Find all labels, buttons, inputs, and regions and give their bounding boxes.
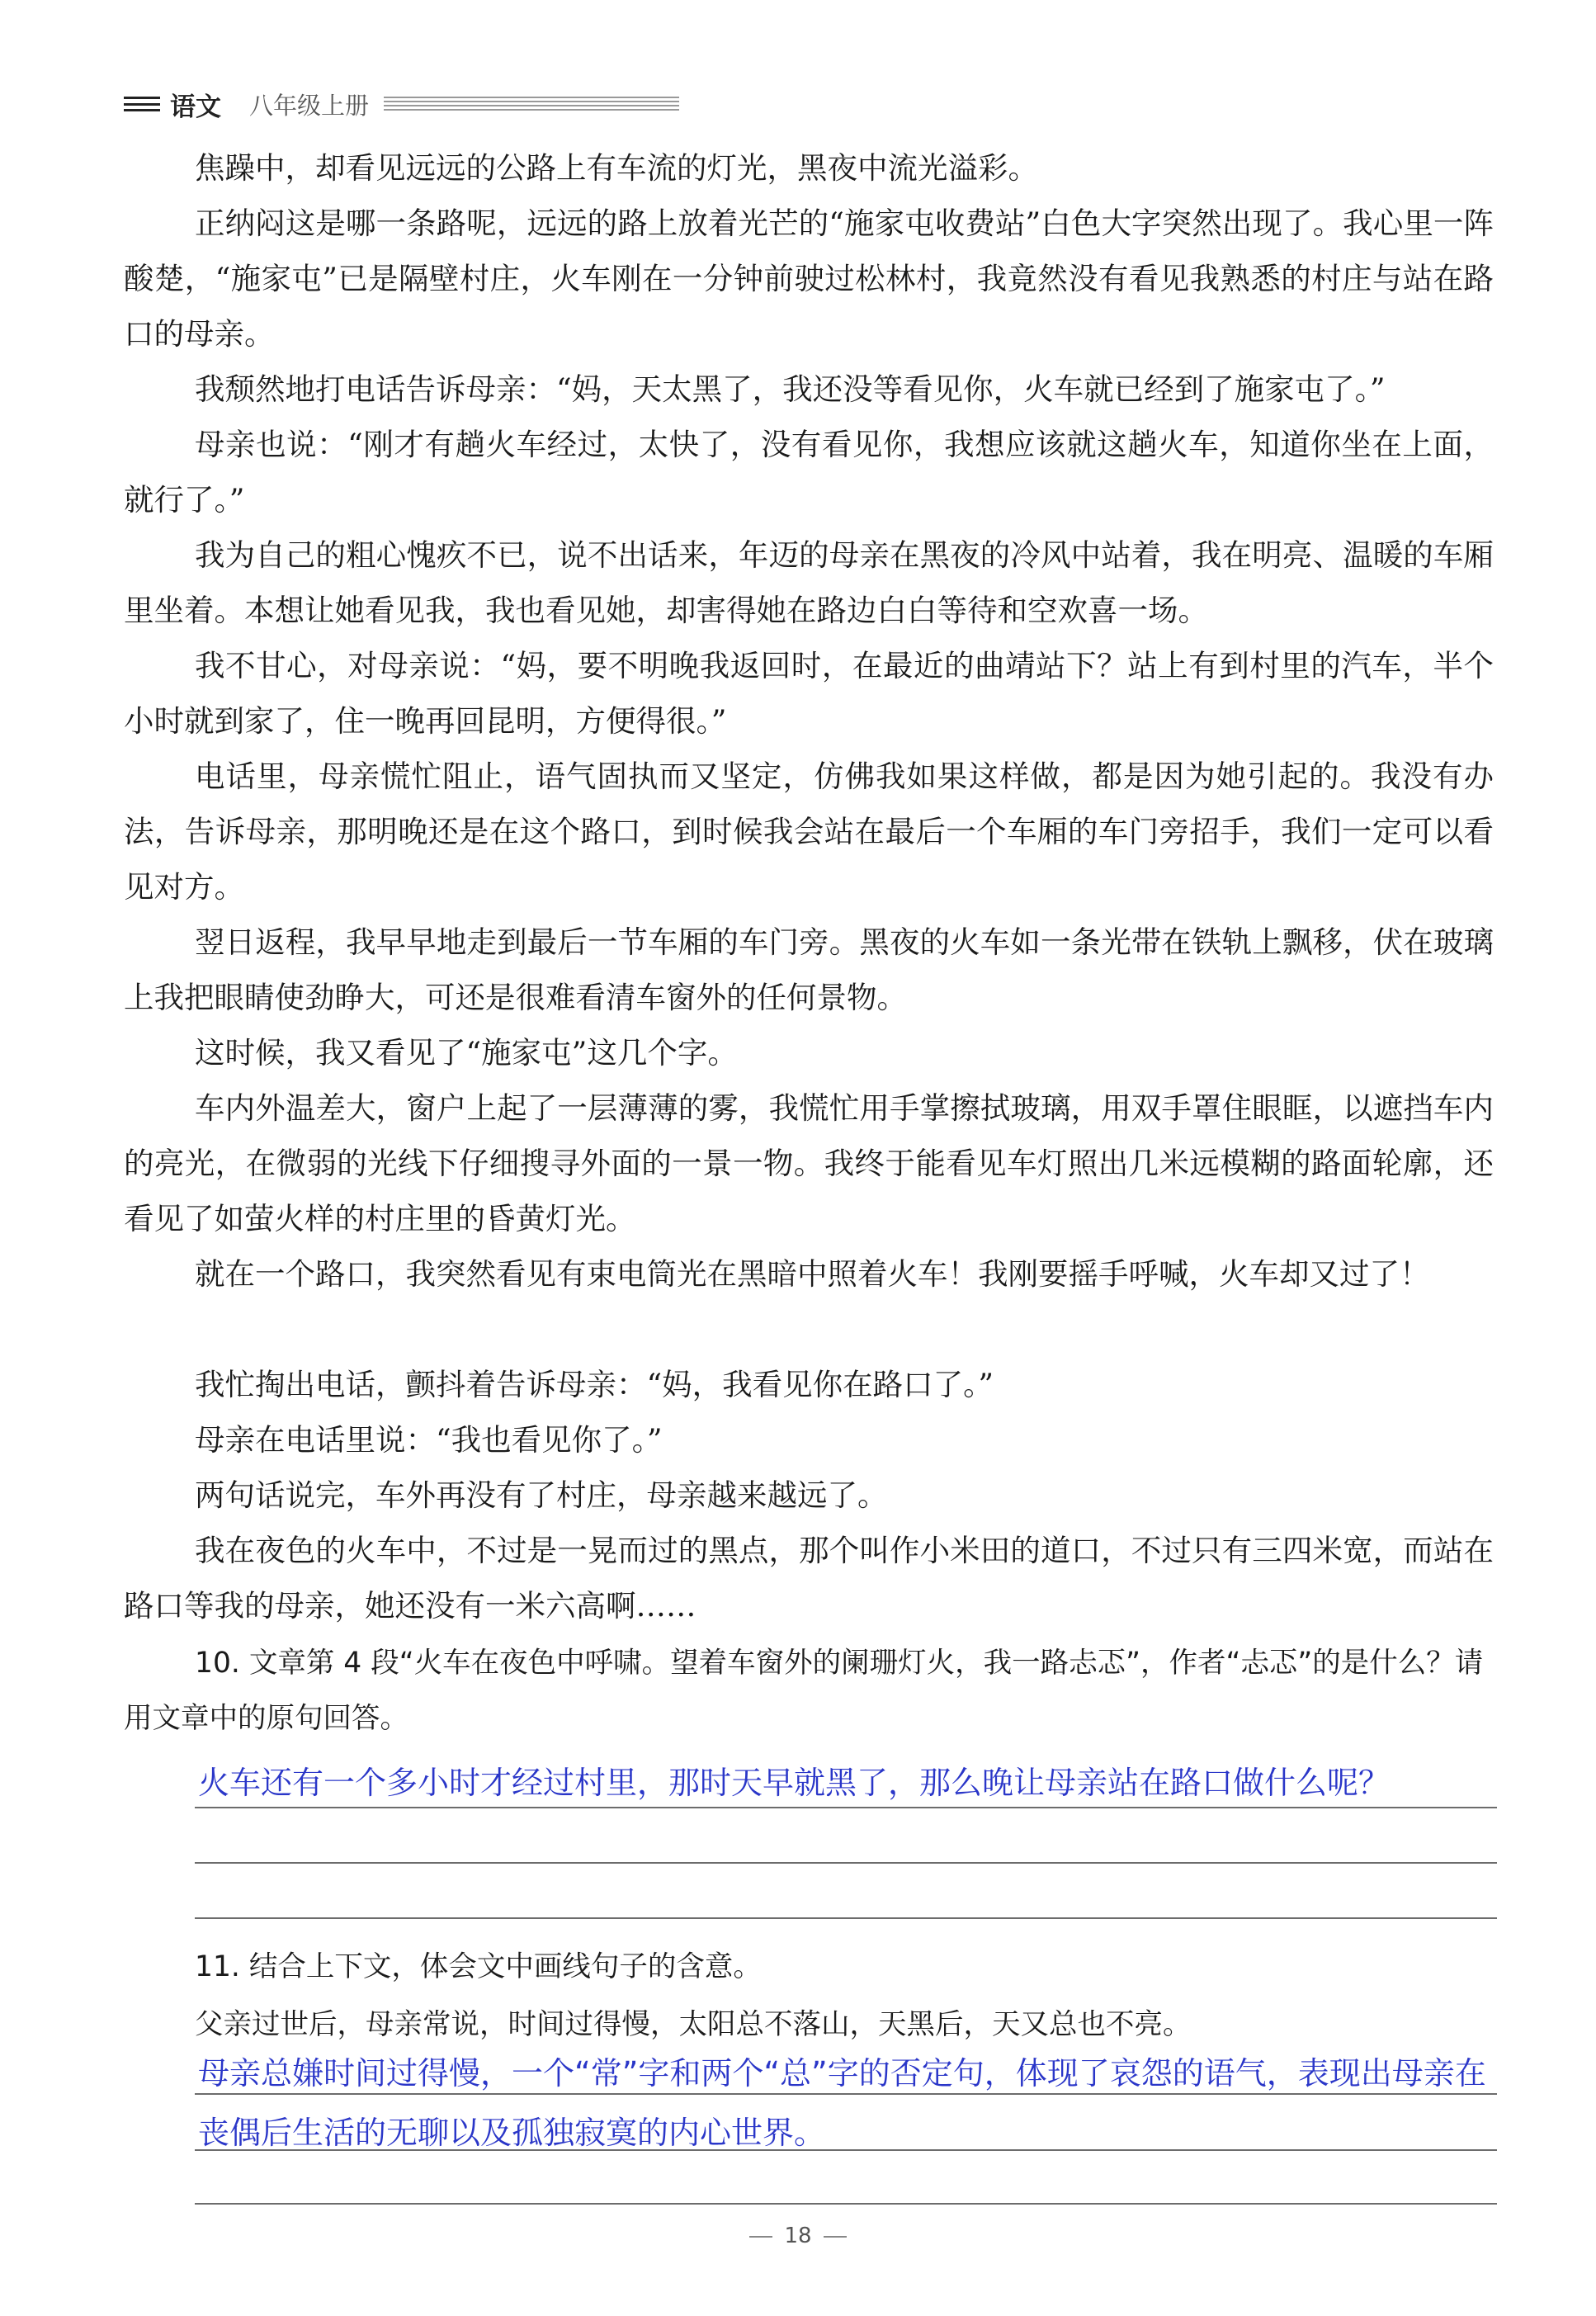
passage-paragraph: 电话里，母亲慌忙阻止，语气固执而又坚定，仿佛我如果这样做，都是因为她引起的。我没有办法，告诉母亲，那明晚还是在这个路口，到时候我会站在最后一个车厢的车门旁招手，我们一定可以看见对方。 bbox=[124, 759, 1494, 905]
passage-paragraph: 翌日返程，我早早地走到最后一节车厢的车门旁。黑夜的火车如一条光带在铁轨上飘移，伏在玻璃上我把眼睛使劲睁大，可还是很难看清车窗外的任何景物。 bbox=[124, 924, 1494, 1015]
answer-line bbox=[195, 1807, 1497, 1808]
answer-line bbox=[195, 2149, 1497, 2151]
passage-paragraph: 我颓然地打电话告诉母亲：“妈，天太黑了，我还没等看见你，火车就已经到了施家屯了。” bbox=[195, 371, 1386, 407]
passage-paragraph: 我不甘心，对母亲说：“妈，要不明晚我返回时，在最近的曲靖站下？站上有到村里的汽车，半个小时就到家了，住一晚再回昆明，方便得很。” bbox=[124, 648, 1494, 739]
passage-paragraph: 车内外温差大，窗户上起了一层薄薄的雾，我慌忙用手掌擦拭玻璃，用双手罩住眼眶，以遮挡车内的亮光，在微弱的光线下仔细搜寻外面的一景一物。我终于能看见车灯照出几米远模糊的路面轮廓，还看见了如萤火样的村庄里的昏黄灯光。 bbox=[124, 1090, 1494, 1236]
passage-paragraph: 母亲也说：“刚才有趟火车经过，太快了，没有看见你，我想应该就这趟火车，知道你坐在上面，就行了。” bbox=[124, 427, 1494, 518]
question-11-text: 11. 结合上下文，体会文中画线句子的含意。 bbox=[195, 1950, 762, 1983]
passage-paragraph: 正纳闷这是哪一条路呢，远远的路上放着光芒的“施家屯收费站”白色大字突然出现了。我心里一阵酸楚，“施家屯”已是隔壁村庄，火车刚在一分钟前驶过松林村，我竟然没有看见我熟悉的村庄与站在路口的母亲。 bbox=[124, 206, 1494, 352]
passage-paragraph: 我忙掏出电话，颤抖着告诉母亲：“妈，我看见你在路口了。” bbox=[195, 1367, 994, 1402]
header-subject: 语文 bbox=[170, 92, 221, 122]
answer-line bbox=[195, 2203, 1497, 2205]
passage-paragraph: 这时候，我又看见了“施家屯”这几个字。 bbox=[195, 1035, 738, 1071]
question-10-answer: 火车还有一个多小时才经过村里，那时天早就黑了，那么晚让母亲站在路口做什么呢？ bbox=[198, 1765, 1391, 1801]
passage-paragraph: 母亲在电话里说：“我也看见你了。” bbox=[195, 1422, 663, 1458]
underlined-sentence: 父亲过世后，母亲常说，时间过得慢，太阳总不落山，天黑后，天又总也不亮。 bbox=[195, 2008, 1192, 2041]
question-11-answer: 母亲总嫌时间过得慢，一个“常”字和两个“总”字的否定句，体现了哀怨的语气，表现出母亲在丧偶后生活的无聊以及孤独寂寞的内心世界。 bbox=[198, 2055, 1486, 2151]
passage-paragraph: 我为自己的粗心愧疚不已，说不出话来，年迈的母亲在黑夜的冷风中站着，我在明亮、温暖的车厢里坐着。本想让她看见我，我也看见她，却害得她在路边白白等待和空欢喜一场。 bbox=[124, 537, 1494, 628]
question-10-text: 10. 文章第 4 段“火车在夜色中呼啸。望着车窗外的阑珊灯火，我一路忐忑”，作者“忐忑”的是什么？请用文章中的原句回答。 bbox=[124, 1647, 1484, 1735]
answer-line bbox=[195, 1917, 1497, 1919]
page-number: 18 bbox=[0, 2224, 1596, 2248]
passage-paragraph: 我在夜色的火车中，不过是一晃而过的黑点，那个叫作小米田的道口，不过只有三四米宽，而站在路口等我的母亲，她还没有一米六高啊…… bbox=[124, 1533, 1494, 1624]
answer-line bbox=[195, 1862, 1497, 1864]
header-grade: 八年级上册 bbox=[249, 91, 370, 120]
page-header bbox=[124, 87, 679, 121]
passage-paragraph: 焦躁中，却看见远远的公路上有车流的灯光，黑夜中流光溢彩。 bbox=[195, 150, 1038, 186]
header-bars-decoration bbox=[124, 97, 160, 111]
answer-line bbox=[195, 2093, 1497, 2095]
header-rule-decoration bbox=[384, 97, 679, 111]
passage-paragraph: 就在一个路口，我突然看见有束电筒光在黑暗中照着火车！我刚要摇手呼喊，火车却又过了！ bbox=[195, 1256, 1430, 1292]
passage-paragraph: 两句话说完，车外再没有了村庄，母亲越来越远了。 bbox=[195, 1477, 888, 1513]
